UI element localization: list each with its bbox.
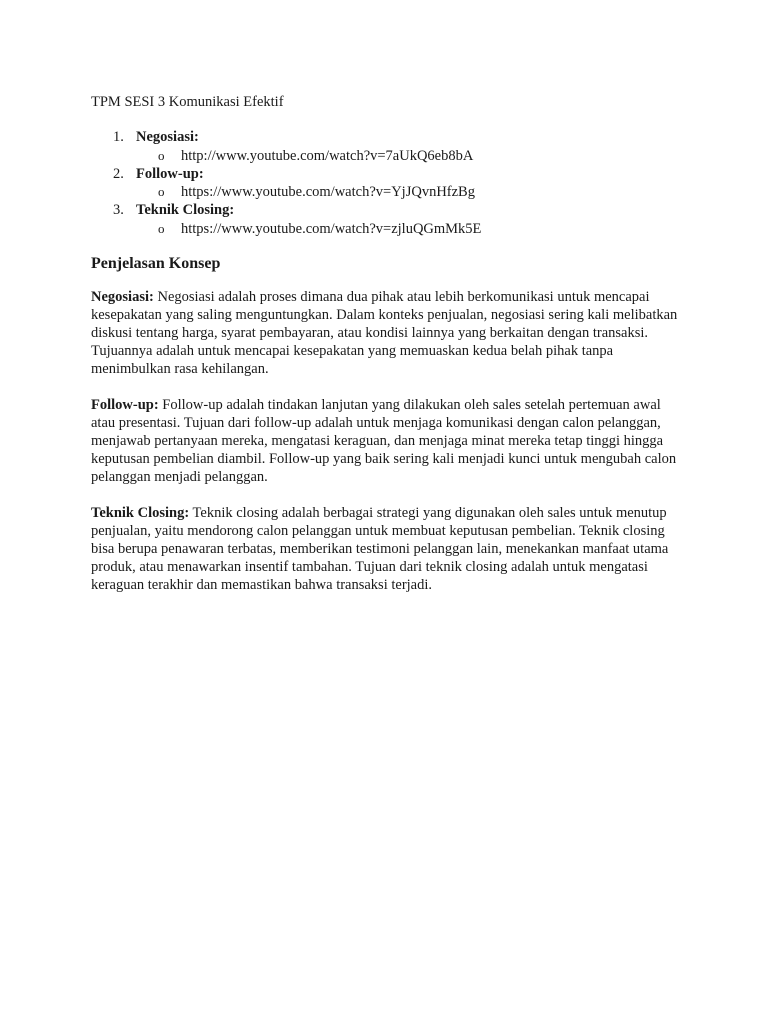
paragraph-follow-up bbox=[91, 396, 681, 486]
section-heading: Penjelasan Konsep bbox=[91, 254, 221, 272]
hollow-bullet-icon: o bbox=[158, 220, 165, 236]
paragraph-text: Follow-up adalah tindakan lanjutan yang dilakukan oleh sales setelah pertemuan awal atau presentasi. Tujuan dari follow-up adalah untuk menjaga komunikasi dengan calon pelanggan, menjawab pertanyaan mereka, mengatasi keraguan, dan menjaga minat mereka tetap tinggi hingga keputusan pembelian diambil. Follow-up yang baik sering kali menjadi kunci untuk mengubah calon pelanggan menjadi pelanggan. bbox=[91, 396, 677, 485]
list-item-title: Negosiasi: bbox=[136, 129, 199, 145]
list-item-follow-up bbox=[91, 165, 681, 202]
paragraph-negosiasi bbox=[91, 288, 681, 378]
paragraph-teknik-closing bbox=[91, 504, 681, 594]
hollow-bullet-icon: o bbox=[158, 147, 165, 163]
list-item-negosiasi bbox=[91, 128, 681, 165]
paragraph-text: Negosiasi adalah proses dimana dua pihak atau lebih berkomunikasi untuk mencapai kesepakatan yang saling menguntungkan. Dalam konteks penjualan, negosiasi sering kali melibatkan diskusi tentang harga, syarat pembayaran, atau kondisi lainnya yang berkaitan dengan transaksi. Tujuannya adalah untuk mencapai kesepakatan yang memuaskan kedua belah pihak tanpa menimbulkan rasa kehilangan. bbox=[91, 288, 678, 377]
video-link[interactable]: https://www.youtube.com/watch?v=zjluQGmMk5E bbox=[181, 220, 482, 237]
video-link[interactable]: https://www.youtube.com/watch?v=YjJQvnHfzBg bbox=[181, 184, 475, 200]
list-item-title: Follow-up: bbox=[136, 165, 204, 182]
document-page bbox=[91, 92, 681, 612]
sub-list-item bbox=[136, 183, 681, 201]
sub-list bbox=[136, 220, 681, 238]
sub-list bbox=[136, 183, 681, 201]
video-link-list bbox=[91, 128, 681, 238]
list-number: 3. bbox=[113, 202, 124, 218]
document-title: TPM SESI 3 Komunikasi Efektif bbox=[91, 94, 284, 110]
paragraph-term: Follow-up: bbox=[91, 396, 159, 413]
list-number: 2. bbox=[113, 165, 124, 182]
paragraph-term: Negosiasi: bbox=[91, 288, 154, 305]
paragraph-text: Teknik closing adalah berbagai strategi yang digunakan oleh sales untuk menutup penjualan, yaitu mendorong calon pelanggan untuk membuat keputusan pembelian. Teknik closing bisa berupa penawaran terbatas, memberikan testimoni pelanggan lain, menekankan manfaat utama produk, atau menawarkan insentif tambahan. Tujuan dari teknik closing adalah untuk mengatasi keraguan terakhir dan memastikan bahwa transaksi terjadi. bbox=[91, 504, 669, 593]
list-item-title: Teknik Closing: bbox=[136, 202, 235, 218]
sub-list-item bbox=[136, 147, 681, 165]
video-link[interactable]: http://www.youtube.com/watch?v=7aUkQ6eb8bA bbox=[181, 147, 474, 164]
hollow-bullet-icon: o bbox=[158, 184, 165, 199]
list-item-teknik-closing bbox=[91, 201, 681, 238]
list-number: 1. bbox=[113, 129, 124, 145]
sub-list bbox=[136, 147, 681, 165]
paragraph-term: Teknik Closing: bbox=[91, 504, 190, 521]
sub-list-item bbox=[136, 220, 681, 238]
